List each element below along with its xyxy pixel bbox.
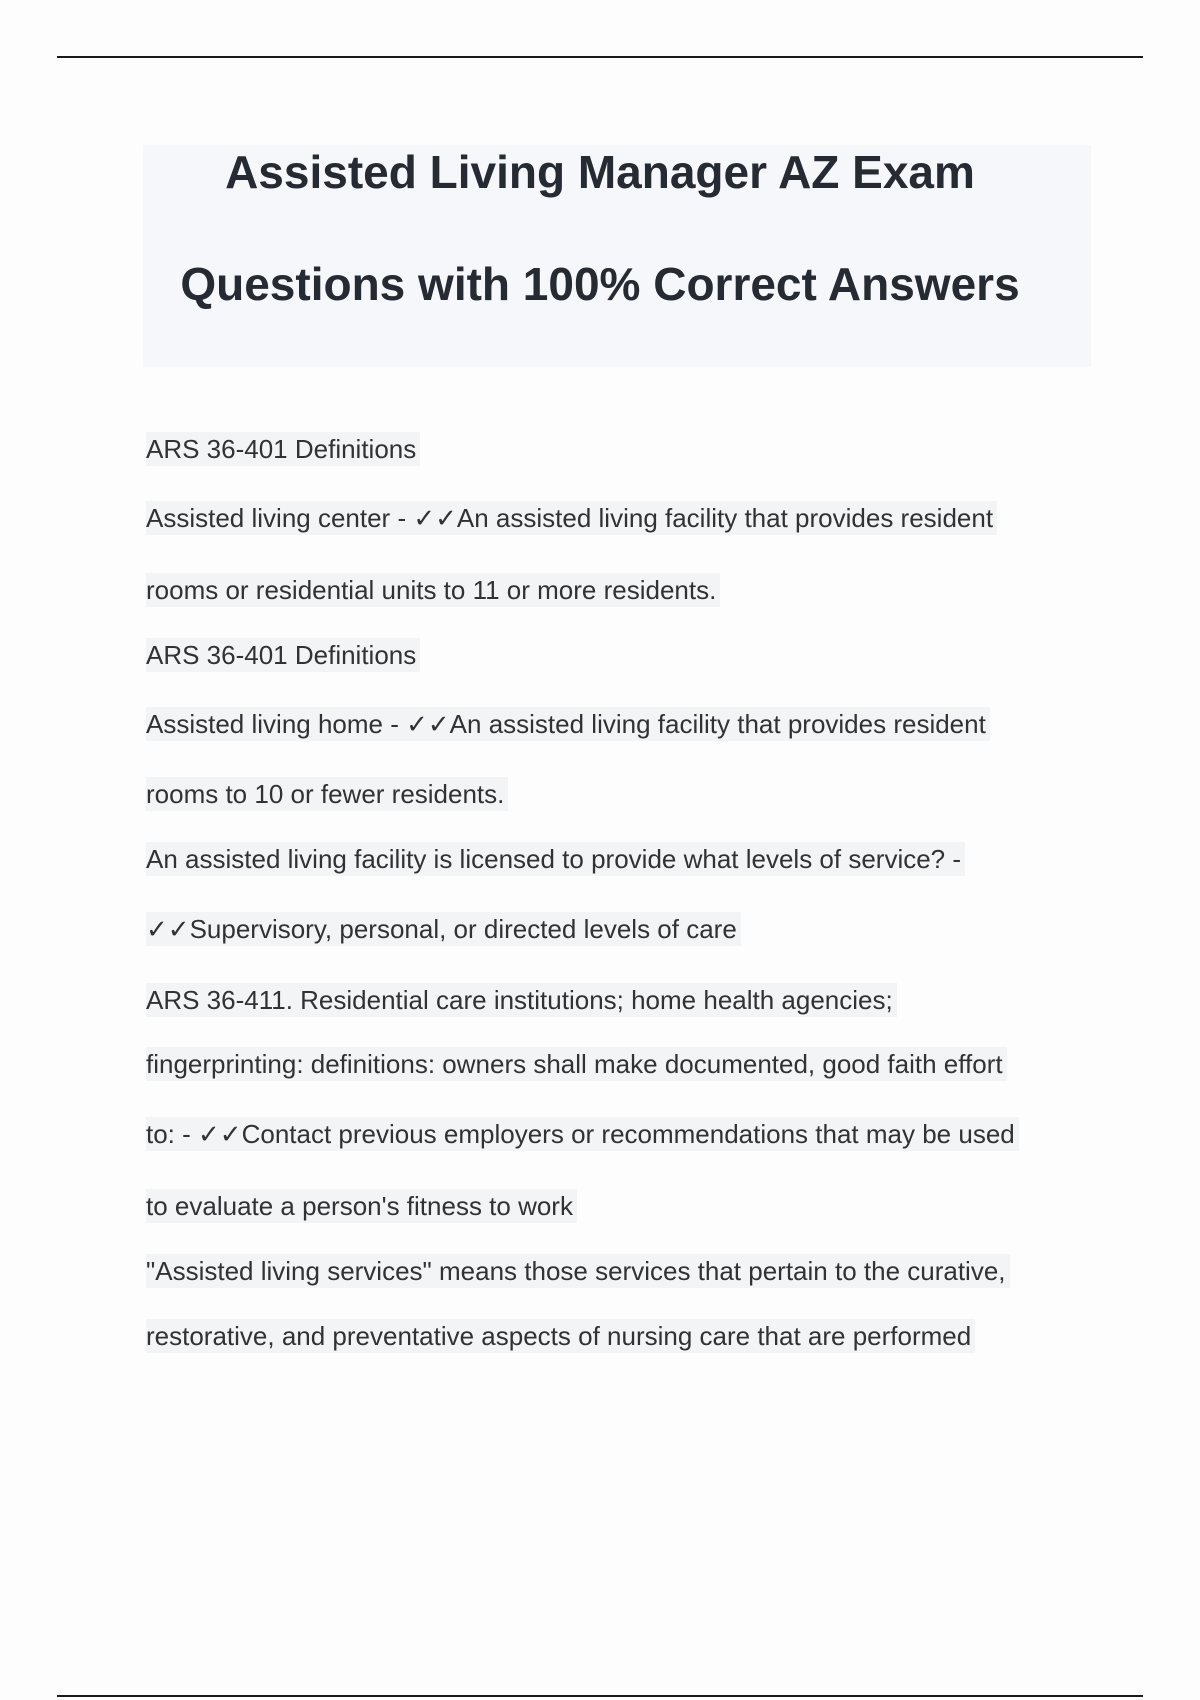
text-line: ARS 36-401 Definitions <box>146 432 420 466</box>
text-line: An assisted living facility is licensed to provide what levels of service? - <box>146 842 965 876</box>
text-line: rooms or residential units to 11 or more residents. <box>146 573 720 607</box>
top-divider <box>57 56 1143 58</box>
page-title-line-1: Assisted Living Manager AZ Exam <box>225 146 975 198</box>
text-line: ✓✓Supervisory, personal, or directed levels of care <box>146 912 741 946</box>
text-line: "Assisted living services" means those services that pertain to the curative, <box>146 1254 1010 1288</box>
page-title-line-2: Questions with 100% Correct Answers <box>180 258 1020 310</box>
text-line: ARS 36-411. Residential care institutions; home health agencies; <box>146 983 897 1017</box>
text-line: ARS 36-401 Definitions <box>146 638 420 672</box>
text-line: Assisted living home - ✓✓An assisted living facility that provides resident <box>146 707 990 741</box>
text-line: to: - ✓✓Contact previous employers or recommendations that may be used <box>146 1117 1019 1151</box>
text-line: Assisted living center - ✓✓An assisted living facility that provides resident <box>146 501 997 535</box>
text-line: rooms to 10 or fewer residents. <box>146 777 508 811</box>
text-line: restorative, and preventative aspects of nursing care that are performed <box>146 1319 975 1353</box>
bottom-divider <box>57 1695 1143 1697</box>
text-line: to evaluate a person's fitness to work <box>146 1189 577 1223</box>
text-line: fingerprinting: definitions: owners shall make documented, good faith effort <box>146 1047 1007 1081</box>
